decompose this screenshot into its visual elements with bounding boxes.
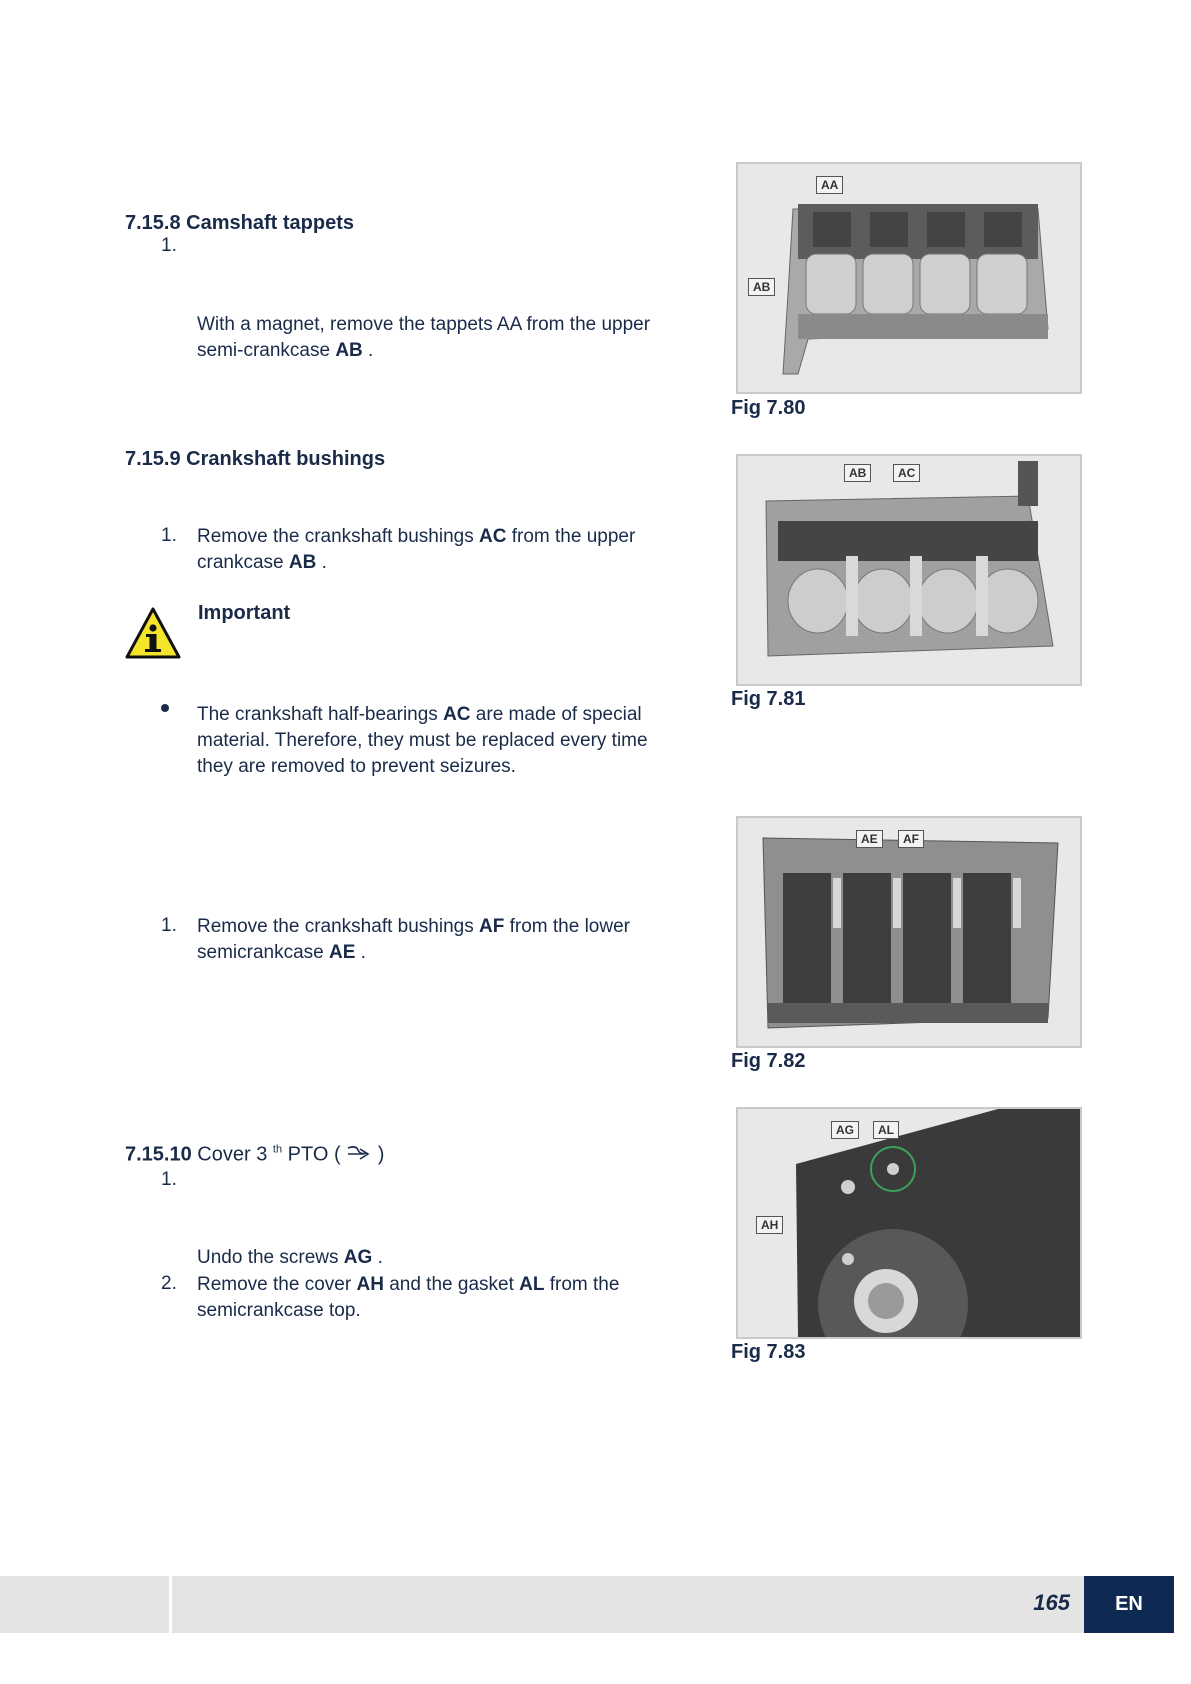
- section-title-camshaft-tappets: 7.15.8 Camshaft tappets: [125, 212, 354, 234]
- bullet: [161, 704, 169, 712]
- figure-7-80-image: [736, 162, 1082, 394]
- step-text: [197, 1272, 619, 1324]
- callout-label: AB: [748, 278, 775, 296]
- note-line: The crankshaft half-bearings AC are made of special: [197, 704, 642, 725]
- step-line: crankcase AB .: [197, 552, 327, 573]
- step-number: 2.: [161, 1273, 177, 1294]
- part-ref: AF: [479, 916, 505, 937]
- figure-caption: Fig 7.80: [731, 397, 806, 419]
- important-label: Important: [198, 602, 291, 624]
- figure-7-82-image: [736, 816, 1082, 1048]
- callout-label: AH: [756, 1216, 783, 1234]
- note-text: [197, 702, 648, 780]
- step-text: [197, 914, 630, 966]
- figure-caption: Fig 7.83: [731, 1341, 806, 1363]
- part-ref: AL: [519, 1274, 545, 1295]
- step-text: [197, 524, 635, 576]
- section-title-cover-pto: 7.15.10 Cover 3 $^{th}$ PTO ( ): [125, 1143, 385, 1166]
- footer-left-block: [0, 1576, 169, 1633]
- step-line: semicrankcase top.: [197, 1300, 361, 1321]
- part-ref: AC: [479, 526, 507, 547]
- callout-label: AG: [831, 1121, 859, 1139]
- language-tab: EN: [1084, 1576, 1174, 1633]
- note-line: they are removed to prevent seizures.: [197, 756, 516, 777]
- callout-label: AL: [873, 1121, 899, 1139]
- part-ref: AE: [329, 942, 356, 963]
- step-line: semi-crankcase AB .: [197, 340, 374, 361]
- important-warning-icon: [124, 606, 182, 665]
- step-line: Remove the crankshaft bushings AC from the upper: [197, 526, 636, 547]
- callout-label: AC: [893, 464, 920, 482]
- part-ref: AB: [288, 552, 317, 573]
- step-number: 1.: [161, 1169, 177, 1190]
- step-line: With a magnet, remove the tappets AA from the upper: [197, 314, 651, 335]
- step-text: [197, 312, 650, 364]
- part-ref: AC: [443, 704, 471, 725]
- section-title-crankshaft-bushings: 7.15.9 Crankshaft bushings: [125, 448, 386, 470]
- callout-label: AA: [816, 176, 843, 194]
- step-number: 1.: [161, 525, 177, 546]
- step-line: Remove the cover AH and the gasket AL from the: [197, 1274, 620, 1295]
- pto-arrow-icon: [346, 1143, 372, 1167]
- step-line: Remove the crankshaft bushings AF from the lower: [197, 916, 630, 937]
- part-ref: AB: [335, 340, 363, 361]
- callout-label: AE: [856, 830, 883, 848]
- step-number: 1.: [161, 235, 177, 256]
- note-line: material. Therefore, they must be replaced every time: [197, 730, 648, 751]
- figure-caption: Fig 7.81: [731, 688, 806, 710]
- part-ref: AG: [343, 1247, 373, 1268]
- page-number: 165: [1033, 1590, 1070, 1615]
- step-text: [197, 1245, 383, 1271]
- figure-caption: Fig 7.82: [731, 1050, 806, 1072]
- callout-label: AF: [898, 830, 924, 848]
- footer-bar: [172, 1576, 1084, 1633]
- step-line: Undo the screws AG .: [197, 1247, 383, 1268]
- part-ref: AH: [356, 1274, 384, 1295]
- step-number: 1.: [161, 915, 177, 936]
- figure-7-81-image: [736, 454, 1082, 686]
- callout-label: AB: [844, 464, 871, 482]
- figure-7-83-image: [736, 1107, 1082, 1339]
- step-line: semicrankcase AE .: [197, 942, 366, 963]
